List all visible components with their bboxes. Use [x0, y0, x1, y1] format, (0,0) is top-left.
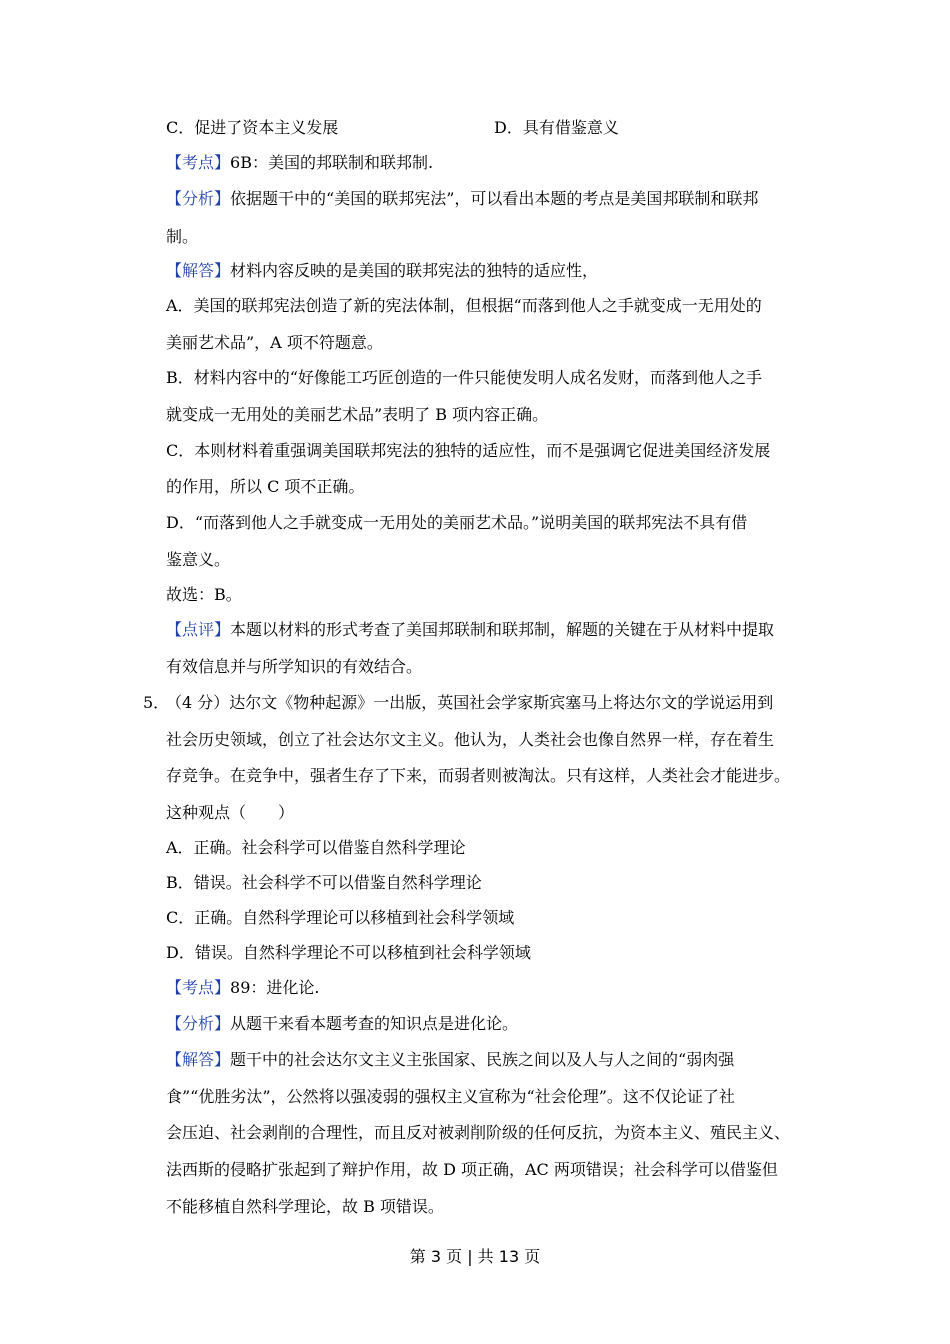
kaodian-tag: 【考点】 — [166, 153, 231, 172]
q4-kaodian-line — [166, 153, 433, 173]
q4-answer: 故选：B。 — [166, 585, 242, 604]
q4-fenxi-text: 依据题干中的“美国的联邦宪法”，可以看出本题的考点是美国邦联制和联邦 — [230, 189, 759, 208]
q5-jieda-text-3: 会压迫、社会剥削的合理性，而且反对被剥削阶级的任何反抗，为资本主义、殖民主义、 — [166, 1123, 791, 1142]
q5-jieda-text: 题干中的社会达尔文主义主张国家、民族之间以及人与人之间的“弱肉强 — [230, 1050, 735, 1069]
q5-fenxi-text: 从题干来看本题考查的知识点是进化论。 — [230, 1014, 519, 1033]
q4-option-c: C．促进了资本主义发展 — [166, 118, 339, 137]
page-footer: 第 3 页 | 共 13 页 — [409, 1247, 541, 1266]
q4-jieda-text: 材料内容反映的是美国的联邦宪法的独特的适应性， — [230, 261, 599, 280]
jieda-tag: 【解答】 — [166, 1050, 231, 1069]
q4-explain-b-cont: 就变成一无用处的美丽艺术品”表明了 B 项内容正确。 — [166, 405, 549, 424]
q4-explain-a-cont: 美丽艺术品”，A 项不符题意。 — [166, 333, 383, 352]
kaodian-tag: 【考点】 — [166, 978, 231, 997]
q5-option-b: B．错误。社会科学不可以借鉴自然科学理论 — [166, 873, 482, 892]
q5-jieda-text-4: 法西斯的侵略扩张起到了辩护作用，故 D 项正确，AC 两项错误；社会科学可以借鉴但 — [166, 1160, 778, 1179]
q5-option-c: C．正确。自然科学理论可以移植到社会科学领域 — [166, 908, 515, 927]
q4-kaodian-text: 6B：美国的邦联制和联邦制. — [230, 153, 434, 172]
q5-jieda-text-2: 食”“优胜劣汰”，公然将以强凌弱的强权主义宣称为“社会伦理”。这不仅论证了社 — [166, 1087, 735, 1106]
q4-explain-c: C．本则材料着重强调美国联邦宪法的独特的适应性，而不是强调它促进美国经济发展 — [166, 441, 771, 460]
q5-stem: （4 分）达尔文《物种起源》一出版，英国社会学家斯宾塞马上将达尔文的学说运用到 — [166, 693, 774, 712]
q4-dianping-line — [166, 620, 774, 640]
q4-jieda-line — [166, 261, 598, 281]
q4-explain-d-cont: 鉴意义。 — [166, 550, 231, 569]
fenxi-tag: 【分析】 — [166, 1014, 231, 1033]
q5-kaodian-line — [166, 978, 319, 998]
q5-jieda-text-5: 不能移植自然科学理论，故 B 项错误。 — [166, 1197, 444, 1216]
q5-fenxi-line — [166, 1014, 518, 1034]
q4-fenxi-text-cont: 制。 — [166, 227, 199, 246]
q5-option-a: A．正确。社会科学可以借鉴自然科学理论 — [166, 838, 466, 857]
jieda-tag: 【解答】 — [166, 261, 231, 280]
q4-explain-c-cont: 的作用，所以 C 项不正确。 — [166, 477, 365, 496]
q5-stem-3: 存竞争。在竞争中，强者生存了下来，而弱者则被淘汰。只有这样，人类社会才能进步。 — [166, 766, 791, 785]
q4-fenxi-line — [166, 189, 758, 209]
q4-explain-a: A．美国的联邦宪法创造了新的宪法体制，但根据“而落到他人之手就变成一无用处的 — [166, 296, 762, 315]
dianping-tag: 【点评】 — [166, 620, 231, 639]
q5-kaodian-text: 89：进化论. — [230, 978, 320, 997]
q5-stem-4: 这种观点（ ） — [166, 803, 295, 822]
q4-dianping-text: 本题以材料的形式考查了美国邦联制和联邦制，解题的关键在于从材料中提取 — [230, 620, 775, 639]
q5-stem-2: 社会历史领域，创立了社会达尔文主义。他认为，人类社会也像自然界一样，存在着生 — [166, 730, 775, 749]
q4-explain-d: D．“而落到他人之手就变成一无用处的美丽艺术品。”说明美国的联邦宪法不具有借 — [166, 513, 748, 532]
q4-dianping-text-cont: 有效信息并与所学知识的有效结合。 — [166, 657, 423, 676]
q5-option-d: D．错误。自然科学理论不可以移植到社会科学领域 — [166, 943, 531, 962]
q4-explain-b: B．材料内容中的“好像能工巧匠创造的一件只能使发明人成名发财，而落到他人之手 — [166, 368, 762, 387]
q4-option-d: D．具有借鉴意义 — [494, 118, 619, 137]
fenxi-tag: 【分析】 — [166, 189, 231, 208]
q5-jieda-line — [166, 1050, 734, 1070]
q5-number: 5． — [143, 693, 170, 712]
